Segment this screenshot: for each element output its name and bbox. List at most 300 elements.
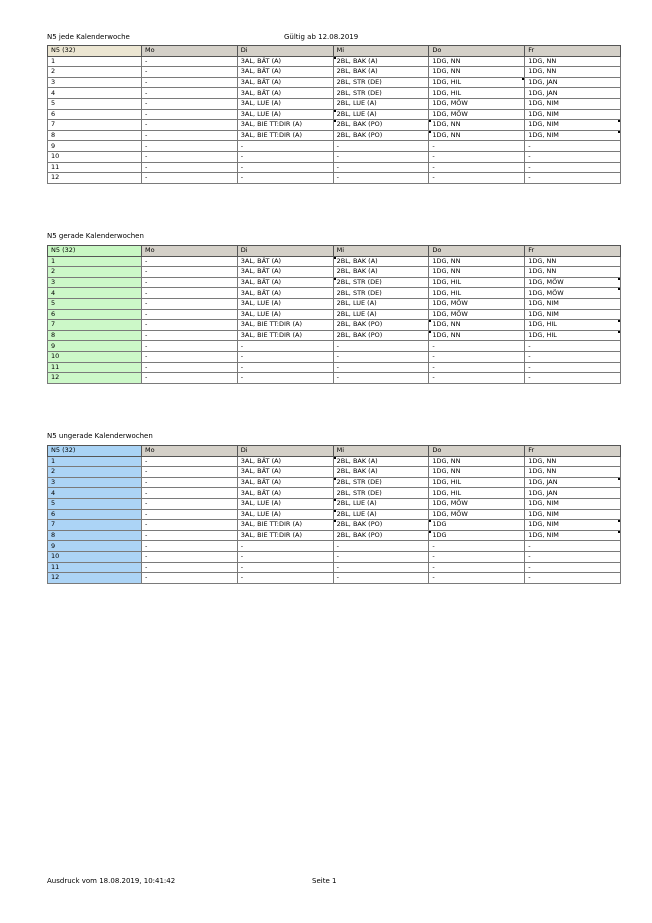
cell-fr[interactable]: 1DG, MÖW (525, 277, 621, 288)
cell-di[interactable]: - (237, 573, 333, 584)
cell-mi[interactable]: 2BL, STR (DE) (333, 88, 429, 99)
cell-do[interactable]: 1DG, HIL (429, 277, 525, 288)
column-header-mi: Mi (333, 246, 429, 257)
cell-mo[interactable]: - (142, 373, 238, 384)
cell-fr[interactable]: - (525, 173, 621, 184)
cell-fr[interactable]: 1DG, MÖW (525, 288, 621, 299)
column-header-mo: Mo (142, 446, 238, 457)
cell-mo[interactable]: - (142, 456, 238, 467)
table-row (48, 541, 621, 552)
cell-do[interactable]: - (429, 151, 525, 162)
column-header-fr: Fr (525, 246, 621, 257)
cell-fr[interactable]: 1DG, JAN (525, 477, 621, 488)
cell-mo[interactable]: - (142, 362, 238, 373)
cell-mi[interactable]: - (333, 141, 429, 152)
cell-mo[interactable]: - (142, 573, 238, 584)
cell-fr[interactable]: 1DG, NN (525, 267, 621, 278)
cell-lesson[interactable]: 10 (48, 151, 142, 162)
cell-fr[interactable]: - (525, 573, 621, 584)
cell-marker (334, 457, 336, 459)
cell-do[interactable]: 1DG, MÖW (429, 498, 525, 509)
cell-do[interactable]: - (429, 362, 525, 373)
table-row (48, 509, 621, 520)
cell-lesson[interactable]: 10 (48, 551, 142, 562)
cell-do[interactable]: 1DG, HIL (429, 288, 525, 299)
table-row (48, 330, 621, 341)
cell-lesson[interactable]: 9 (48, 541, 142, 552)
cell-di[interactable]: - (237, 173, 333, 184)
cell-marker (429, 331, 431, 333)
cell-mi[interactable]: 2BL, STR (DE) (333, 277, 429, 288)
cell-do[interactable]: - (429, 341, 525, 352)
table-row (48, 351, 621, 362)
cell-fr[interactable]: 1DG, NIM (525, 120, 621, 131)
section-title-jede: N5 jede Kalenderwoche (47, 33, 130, 41)
cell-marker (618, 520, 620, 522)
cell-fr[interactable]: 1DG, JAN (525, 77, 621, 88)
cell-do[interactable]: - (429, 351, 525, 362)
cell-lesson[interactable]: 1 (48, 256, 142, 267)
table-row (48, 56, 621, 67)
cell-mi[interactable]: 2BL, BAK (PO) (333, 330, 429, 341)
cell-mi[interactable]: - (333, 341, 429, 352)
cell-mi[interactable]: 2BL, BAK (A) (333, 467, 429, 478)
cell-mi[interactable]: 2BL, STR (DE) (333, 488, 429, 499)
cell-fr[interactable]: - (525, 151, 621, 162)
cell-fr[interactable]: - (525, 341, 621, 352)
cell-fr[interactable]: 1DG, NIM (525, 509, 621, 520)
cell-di[interactable]: 3AL, BÄT (A) (237, 456, 333, 467)
table-row (48, 277, 621, 288)
cell-mo[interactable]: - (142, 509, 238, 520)
column-header-di: Di (237, 246, 333, 257)
cell-do[interactable]: 1DG, MÖW (429, 109, 525, 120)
cell-mo[interactable]: - (142, 88, 238, 99)
cell-do[interactable]: 1DG, HIL (429, 488, 525, 499)
cell-marker (429, 131, 431, 133)
cell-do[interactable]: - (429, 162, 525, 173)
table-row (48, 141, 621, 152)
cell-mo[interactable]: - (142, 256, 238, 267)
cell-fr[interactable]: 1DG, NN (525, 56, 621, 67)
cell-mo[interactable]: - (142, 551, 238, 562)
cell-di[interactable]: - (237, 351, 333, 362)
cell-lesson[interactable]: 5 (48, 298, 142, 309)
print-timestamp: Ausdruck vom 18.08.2019, 10:41:42 (47, 877, 176, 885)
cell-do[interactable]: 1DG, MÖW (429, 98, 525, 109)
cell-mo[interactable]: - (142, 330, 238, 341)
cell-fr[interactable]: 1DG, NIM (525, 498, 621, 509)
cell-fr[interactable]: 1DG, NN (525, 256, 621, 267)
table-header-row (48, 446, 621, 457)
cell-mi[interactable]: 2BL, LUE (A) (333, 498, 429, 509)
table-row (48, 551, 621, 562)
cell-mi[interactable]: 2BL, BAK (PO) (333, 120, 429, 131)
cell-do[interactable]: - (429, 541, 525, 552)
cell-lesson[interactable]: 2 (48, 467, 142, 478)
cell-di[interactable]: 3AL, LUE (A) (237, 98, 333, 109)
cell-di[interactable]: 3AL, BÄT (A) (237, 477, 333, 488)
table-row (48, 341, 621, 352)
cell-di[interactable]: - (237, 551, 333, 562)
cell-mo[interactable]: - (142, 320, 238, 331)
cell-do[interactable]: 1DG (429, 520, 525, 531)
table-header-row (48, 246, 621, 257)
cell-fr[interactable]: - (525, 162, 621, 173)
cell-do[interactable]: 1DG, NN (429, 467, 525, 478)
cell-do[interactable]: 1DG, NN (429, 456, 525, 467)
cell-marker (334, 57, 336, 59)
cell-di[interactable]: 3AL, BÄT (A) (237, 277, 333, 288)
cell-fr[interactable]: 1DG, NIM (525, 530, 621, 541)
cell-marker (334, 110, 336, 112)
table-row (48, 162, 621, 173)
cell-lesson[interactable]: 11 (48, 362, 142, 373)
table-row (48, 562, 621, 573)
cell-do[interactable]: 1DG (429, 530, 525, 541)
column-header-fr: Fr (525, 46, 621, 57)
cell-mo[interactable]: - (142, 498, 238, 509)
cell-lesson[interactable]: 4 (48, 88, 142, 99)
cell-mo[interactable]: - (142, 520, 238, 531)
column-header-mi: Mi (333, 446, 429, 457)
cell-di[interactable]: 3AL, LUE (A) (237, 309, 333, 320)
cell-lesson[interactable]: 8 (48, 530, 142, 541)
table-row (48, 67, 621, 78)
cell-mo[interactable]: - (142, 562, 238, 573)
column-header-lesson: N5 (32) (48, 246, 142, 257)
cell-lesson[interactable]: 6 (48, 309, 142, 320)
cell-mo[interactable]: - (142, 120, 238, 131)
cell-do[interactable]: 1DG, MÖW (429, 298, 525, 309)
table-row (48, 298, 621, 309)
column-header-lesson: N5 (32) (48, 446, 142, 457)
cell-mi[interactable]: 2BL, STR (DE) (333, 77, 429, 88)
cell-di[interactable]: 3AL, BÄT (A) (237, 256, 333, 267)
cell-mi[interactable]: - (333, 351, 429, 362)
table-row (48, 256, 621, 267)
cell-mo[interactable]: - (142, 309, 238, 320)
cell-mo[interactable]: - (142, 541, 238, 552)
cell-mo[interactable]: - (142, 67, 238, 78)
table-row (48, 109, 621, 120)
table-row (48, 456, 621, 467)
cell-lesson[interactable]: 9 (48, 341, 142, 352)
cell-di[interactable]: 3AL, BIE TT:DIR (A) (237, 520, 333, 531)
cell-di[interactable]: 3AL, BÄT (A) (237, 56, 333, 67)
cell-fr[interactable]: 1DG, NN (525, 467, 621, 478)
cell-mo[interactable]: - (142, 98, 238, 109)
table-row (48, 98, 621, 109)
cell-lesson[interactable]: 7 (48, 120, 142, 131)
cell-marker (618, 288, 620, 290)
cell-lesson[interactable]: 12 (48, 173, 142, 184)
cell-mo[interactable]: - (142, 477, 238, 488)
table-row (48, 498, 621, 509)
cell-lesson[interactable]: 5 (48, 498, 142, 509)
cell-marker (618, 131, 620, 133)
cell-fr[interactable]: 1DG, NN (525, 456, 621, 467)
cell-mi[interactable]: - (333, 162, 429, 173)
cell-do[interactable]: 1DG, NN (429, 130, 525, 141)
cell-mi[interactable]: 2BL, STR (DE) (333, 288, 429, 299)
cell-marker (334, 478, 336, 480)
cell-mi[interactable]: 2BL, BAK (A) (333, 456, 429, 467)
cell-do[interactable]: - (429, 141, 525, 152)
table-row (48, 488, 621, 499)
cell-di[interactable]: 3AL, BÄT (A) (237, 267, 333, 278)
cell-di[interactable]: 3AL, BÄT (A) (237, 488, 333, 499)
cell-mi[interactable]: 2BL, BAK (A) (333, 256, 429, 267)
cell-di[interactable]: - (237, 362, 333, 373)
cell-mo[interactable]: - (142, 77, 238, 88)
table-row (48, 467, 621, 478)
cell-di[interactable]: - (237, 151, 333, 162)
cell-mi[interactable]: 2BL, LUE (A) (333, 509, 429, 520)
cell-lesson[interactable]: 3 (48, 477, 142, 488)
cell-fr[interactable]: 1DG, HIL (525, 320, 621, 331)
cell-di[interactable]: 3AL, BIE TT:DIR (A) (237, 330, 333, 341)
cell-marker (618, 278, 620, 280)
cell-di[interactable]: 3AL, LUE (A) (237, 498, 333, 509)
cell-fr[interactable]: - (525, 351, 621, 362)
cell-mi[interactable]: 2BL, LUE (A) (333, 98, 429, 109)
table-row (48, 309, 621, 320)
cell-mi[interactable]: 2BL, BAK (PO) (333, 130, 429, 141)
cell-di[interactable]: 3AL, LUE (A) (237, 109, 333, 120)
cell-di[interactable]: 3AL, BIE TT:DIR (A) (237, 130, 333, 141)
cell-di[interactable]: 3AL, BÄT (A) (237, 77, 333, 88)
cell-lesson[interactable]: 1 (48, 56, 142, 67)
cell-mi[interactable]: - (333, 173, 429, 184)
cell-di[interactable]: 3AL, BÄT (A) (237, 88, 333, 99)
cell-di[interactable]: 3AL, BÄT (A) (237, 288, 333, 299)
cell-mi[interactable]: - (333, 562, 429, 573)
section-title-gerade: N5 gerade Kalenderwochen (47, 232, 144, 240)
cell-mo[interactable]: - (142, 351, 238, 362)
cell-fr[interactable]: 1DG, NIM (525, 309, 621, 320)
cell-mi[interactable]: 2BL, STR (DE) (333, 477, 429, 488)
column-header-mo: Mo (142, 246, 238, 257)
cell-lesson[interactable]: 11 (48, 562, 142, 573)
cell-mo[interactable]: - (142, 341, 238, 352)
cell-do[interactable]: 1DG, HIL (429, 477, 525, 488)
cell-lesson[interactable]: 12 (48, 573, 142, 584)
cell-mo[interactable]: - (142, 151, 238, 162)
column-header-do: Do (429, 46, 525, 57)
cell-mo[interactable]: - (142, 130, 238, 141)
cell-do[interactable]: 1DG, MÖW (429, 309, 525, 320)
cell-marker (618, 531, 620, 533)
cell-mi[interactable]: 2BL, BAK (PO) (333, 530, 429, 541)
column-header-di: Di (237, 46, 333, 57)
cell-di[interactable]: - (237, 373, 333, 384)
cell-fr[interactable]: 1DG, NIM (525, 98, 621, 109)
cell-lesson[interactable]: 10 (48, 351, 142, 362)
cell-lesson[interactable]: 2 (48, 267, 142, 278)
cell-mo[interactable]: - (142, 267, 238, 278)
cell-fr[interactable]: - (525, 141, 621, 152)
cell-fr[interactable]: - (525, 373, 621, 384)
cell-mi[interactable]: 2BL, BAK (A) (333, 56, 429, 67)
table-row (48, 267, 621, 278)
cell-fr[interactable]: - (525, 562, 621, 573)
cell-fr[interactable]: 1DG, NN (525, 67, 621, 78)
table-row (48, 120, 621, 131)
cell-fr[interactable]: 1DG, JAN (525, 88, 621, 99)
cell-lesson[interactable]: 6 (48, 509, 142, 520)
cell-lesson[interactable]: 12 (48, 373, 142, 384)
cell-do[interactable]: 1DG, NN (429, 320, 525, 331)
table-row (48, 362, 621, 373)
cell-lesson[interactable]: 3 (48, 77, 142, 88)
table-row (48, 477, 621, 488)
valid-from-label: Gültig ab 12.08.2019 (284, 33, 359, 41)
cell-lesson[interactable]: 1 (48, 456, 142, 467)
cell-di[interactable]: 3AL, BÄT (A) (237, 467, 333, 478)
column-header-lesson: N5 (32) (48, 46, 142, 57)
column-header-fr: Fr (525, 446, 621, 457)
cell-marker (334, 510, 336, 512)
cell-marker (334, 120, 336, 122)
cell-marker (618, 120, 620, 122)
cell-mo[interactable]: - (142, 162, 238, 173)
timetable-jede-kalenderwoche (47, 45, 621, 184)
cell-mo[interactable]: - (142, 488, 238, 499)
table-header-row (48, 46, 621, 57)
cell-do[interactable]: 1DG, MÖW (429, 509, 525, 520)
cell-mi[interactable]: 2BL, LUE (A) (333, 109, 429, 120)
cell-do[interactable]: 1DG, NN (429, 267, 525, 278)
cell-mi[interactable]: - (333, 362, 429, 373)
cell-do[interactable]: 1DG, HIL (429, 88, 525, 99)
cell-mo[interactable]: - (142, 277, 238, 288)
table-row (48, 151, 621, 162)
cell-mi[interactable]: 2BL, BAK (A) (333, 267, 429, 278)
cell-marker (334, 520, 336, 522)
cell-mo[interactable]: - (142, 173, 238, 184)
cell-lesson[interactable]: 8 (48, 330, 142, 341)
column-header-mi: Mi (333, 46, 429, 57)
cell-lesson[interactable]: 8 (48, 130, 142, 141)
cell-fr[interactable]: 1DG, NIM (525, 109, 621, 120)
cell-fr[interactable]: 1DG, HIL (525, 330, 621, 341)
cell-do[interactable]: 1DG, NN (429, 120, 525, 131)
cell-fr[interactable]: - (525, 362, 621, 373)
cell-di[interactable]: - (237, 341, 333, 352)
cell-mi[interactable]: 2BL, LUE (A) (333, 298, 429, 309)
column-header-do: Do (429, 446, 525, 457)
cell-di[interactable]: - (237, 541, 333, 552)
table-row (48, 288, 621, 299)
cell-di[interactable]: 3AL, BIE TT:DIR (A) (237, 530, 333, 541)
cell-do[interactable]: - (429, 551, 525, 562)
cell-lesson[interactable]: 3 (48, 277, 142, 288)
cell-do[interactable]: - (429, 373, 525, 384)
cell-mo[interactable]: - (142, 288, 238, 299)
cell-lesson[interactable]: 2 (48, 67, 142, 78)
cell-mi[interactable]: 2BL, BAK (A) (333, 67, 429, 78)
cell-fr[interactable]: - (525, 551, 621, 562)
cell-fr[interactable]: 1DG, NIM (525, 130, 621, 141)
column-header-di: Di (237, 446, 333, 457)
cell-marker (429, 531, 431, 533)
cell-marker (429, 320, 431, 322)
cell-fr[interactable]: 1DG, JAN (525, 488, 621, 499)
cell-fr[interactable]: 1DG, NIM (525, 520, 621, 531)
cell-marker (618, 331, 620, 333)
cell-fr[interactable]: 1DG, NIM (525, 298, 621, 309)
cell-di[interactable]: 3AL, BIE TT:DIR (A) (237, 320, 333, 331)
cell-mo[interactable]: - (142, 467, 238, 478)
cell-mo[interactable]: - (142, 141, 238, 152)
cell-mi[interactable]: - (333, 541, 429, 552)
table-row (48, 173, 621, 184)
cell-di[interactable]: - (237, 141, 333, 152)
cell-do[interactable]: 1DG, NN (429, 330, 525, 341)
cell-mo[interactable]: - (142, 530, 238, 541)
cell-di[interactable]: 3AL, LUE (A) (237, 298, 333, 309)
cell-lesson[interactable]: 7 (48, 520, 142, 531)
cell-do[interactable]: - (429, 562, 525, 573)
cell-lesson[interactable]: 5 (48, 98, 142, 109)
cell-mo[interactable]: - (142, 56, 238, 67)
table-row (48, 530, 621, 541)
cell-di[interactable]: - (237, 162, 333, 173)
cell-do[interactable]: - (429, 173, 525, 184)
cell-lesson[interactable]: 9 (48, 141, 142, 152)
cell-mi[interactable]: - (333, 151, 429, 162)
cell-di[interactable]: - (237, 562, 333, 573)
cell-di[interactable]: 3AL, BIE TT:DIR (A) (237, 120, 333, 131)
cell-mi[interactable]: 2BL, LUE (A) (333, 309, 429, 320)
cell-do[interactable]: 1DG, NN (429, 56, 525, 67)
cell-lesson[interactable]: 4 (48, 288, 142, 299)
cell-marker (334, 499, 336, 501)
cell-do[interactable]: 1DG, HIL (429, 77, 525, 88)
cell-lesson[interactable]: 4 (48, 488, 142, 499)
cell-marker (334, 257, 336, 259)
cell-marker (429, 120, 431, 122)
cell-mi[interactable]: 2BL, BAK (PO) (333, 320, 429, 331)
cell-mo[interactable]: - (142, 109, 238, 120)
cell-mi[interactable]: - (333, 373, 429, 384)
table-row (48, 573, 621, 584)
cell-lesson[interactable]: 7 (48, 320, 142, 331)
cell-lesson[interactable]: 6 (48, 109, 142, 120)
column-header-mo: Mo (142, 46, 238, 57)
cell-lesson[interactable]: 11 (48, 162, 142, 173)
table-row (48, 320, 621, 331)
cell-marker (429, 520, 431, 522)
cell-mi[interactable]: - (333, 573, 429, 584)
cell-mi[interactable]: - (333, 551, 429, 562)
cell-do[interactable]: 1DG, NN (429, 67, 525, 78)
cell-di[interactable]: 3AL, BÄT (A) (237, 67, 333, 78)
column-header-do: Do (429, 246, 525, 257)
table-row (48, 77, 621, 88)
cell-mi[interactable]: 2BL, BAK (PO) (333, 520, 429, 531)
timetable-ungerade-kalenderwochen (47, 445, 621, 584)
table-row (48, 373, 621, 384)
table-row (48, 520, 621, 531)
cell-fr[interactable]: - (525, 541, 621, 552)
cell-di[interactable]: 3AL, LUE (A) (237, 509, 333, 520)
cell-do[interactable]: 1DG, NN (429, 256, 525, 267)
cell-marker (334, 278, 336, 280)
cell-mo[interactable]: - (142, 298, 238, 309)
cell-do[interactable]: - (429, 573, 525, 584)
